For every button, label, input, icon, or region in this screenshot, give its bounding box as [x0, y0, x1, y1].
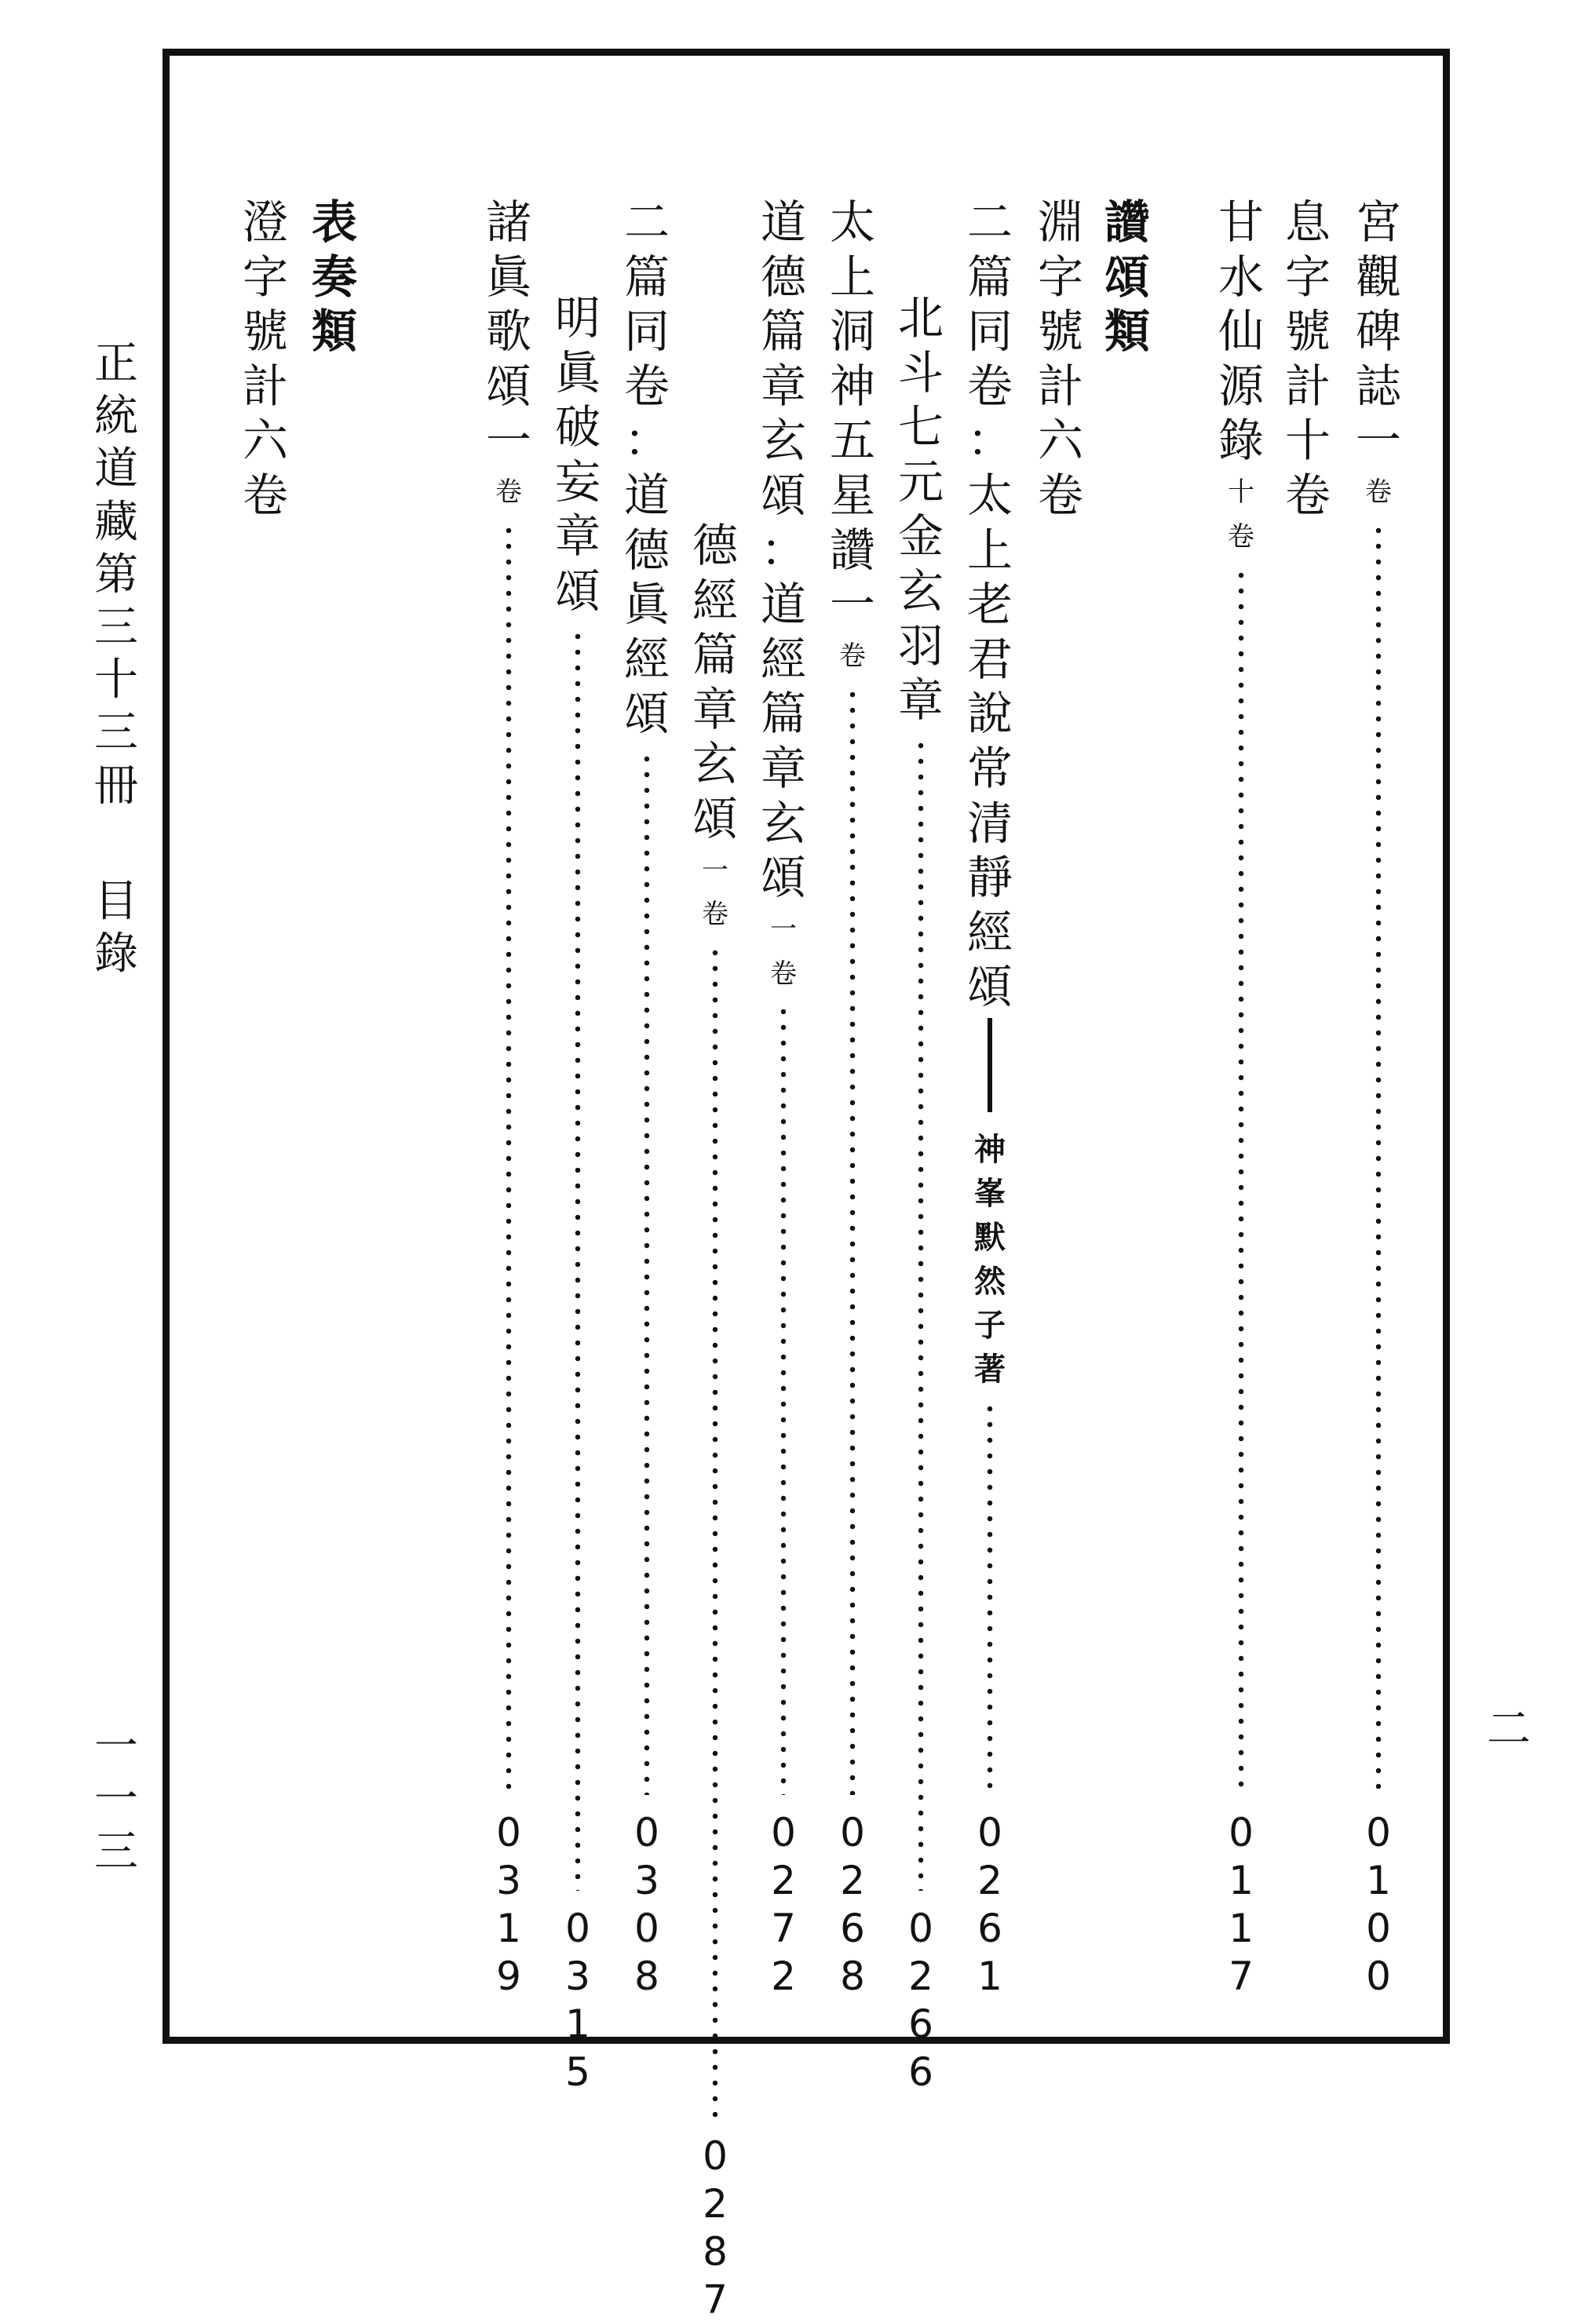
entry-title: 二 篇 同 卷 ： 道 德 眞 經 頌 — [623, 195, 670, 741]
entry-page: 0 2 6 8 — [840, 1810, 865, 1999]
entry-page: 0 3 0 8 — [634, 1810, 659, 1999]
toc-entry-e12 — [546, 291, 609, 2096]
entry-page: 0 2 8 7 — [703, 2133, 728, 2322]
entry-page: 0 2 6 6 — [908, 1906, 933, 2095]
entry-suffix: 十 — [1228, 476, 1254, 508]
entry-page: 0 3 1 5 — [565, 1906, 590, 2095]
entry-title: 淵 字 號 計 六 卷 — [1037, 195, 1083, 522]
dot-leader — [1236, 567, 1246, 1795]
dot-leader — [710, 945, 720, 2118]
corner-mark: 二 — [1487, 1704, 1531, 1755]
entry-suffix: 一 — [702, 854, 728, 886]
entry-page: 0 2 7 2 — [771, 1810, 796, 1999]
side-title — [85, 337, 148, 980]
entry-title: 息 字 號 計 十 卷 — [1284, 195, 1331, 522]
toc-entry-e1 — [1347, 195, 1410, 2001]
entry-unit: 卷 — [839, 640, 866, 672]
entry-title: 諸 眞 歌 頌 — [485, 195, 531, 413]
entry-title: 明 眞 破 妄 章 頌 — [554, 291, 601, 618]
dot-leader — [504, 523, 513, 1795]
entry-title: 德 經 篇 章 玄 頌 — [692, 519, 738, 845]
toc-entry-e8 — [821, 195, 884, 2001]
category-title: 讚 頌 類 — [1104, 195, 1150, 359]
toc-entry-e6 — [958, 195, 1021, 2001]
dot-leader — [848, 687, 857, 1795]
toc-entry-e3 — [1210, 195, 1272, 2001]
entry-suffix: 一 — [485, 414, 531, 468]
entry-page: 0 1 0 0 — [1366, 1810, 1391, 1999]
entry-page: 0 2 6 1 — [977, 1810, 1002, 1999]
toc-entry-e13 — [477, 195, 540, 2001]
toc-entry-e9 — [752, 195, 815, 2001]
toc-category-e4 — [1096, 195, 1159, 2001]
entry-title: 澄 字 號 計 六 卷 — [242, 195, 288, 522]
entry-title: 太 上 洞 神 五 星 讚 — [829, 195, 875, 577]
entry-title: 宮 觀 碑 誌 — [1355, 195, 1401, 413]
toc-entry-e11 — [615, 195, 678, 2001]
entry-title: 甘 水 仙 源 錄 — [1218, 195, 1264, 468]
toc-entry-e10 — [684, 519, 747, 2324]
toc-category-e14 — [303, 195, 366, 2001]
dot-leader — [642, 751, 652, 1795]
em-dash — [988, 1018, 992, 1112]
toc-frame — [162, 49, 1450, 2322]
side-title-section: 目 錄 — [94, 875, 138, 980]
dot-leader — [916, 738, 926, 1891]
folio-number: 一 一 三 — [94, 1721, 138, 1878]
entry-unit: 卷 — [1365, 476, 1392, 508]
entry-suffix: 一 — [770, 913, 797, 945]
side-title-volume: 正 統 道 藏 第 三 十 三 冊 — [94, 338, 138, 812]
entry-unit: 卷 — [770, 958, 797, 990]
toc-entry-e15 — [234, 195, 297, 2001]
toc-entry-e7 — [889, 291, 952, 2096]
entry-unit: 卷 — [1228, 520, 1254, 553]
entry-suffix: 一 — [829, 578, 875, 632]
dot-leader — [1374, 523, 1383, 1795]
entry-title: 北 斗 七 元 金 玄 羽 章 — [897, 291, 944, 728]
dot-leader — [779, 1004, 788, 1795]
dot-leader — [573, 629, 582, 1891]
dot-leader — [985, 1401, 995, 1795]
category-title: 表 奏 類 — [311, 195, 357, 359]
entry-unit: 卷 — [702, 899, 728, 931]
entry-author: 神 峯 默 然 子 著 — [974, 1130, 1006, 1388]
entry-suffix: 一 — [1355, 414, 1401, 468]
entry-page: 0 1 1 7 — [1229, 1810, 1254, 1999]
toc-entry-e5 — [1029, 195, 1092, 2001]
entry-title: 道 德 篇 章 玄 頌 ： 道 經 篇 章 玄 頌 — [760, 195, 806, 905]
toc-entry-e2 — [1276, 195, 1339, 2001]
entry-unit: 卷 — [495, 476, 522, 508]
entry-page: 0 3 1 9 — [496, 1810, 521, 1999]
entry-title: 二 篇 同 卷 ： 太 上 老 君 說 常 清 靜 經 頌 — [966, 195, 1013, 1014]
